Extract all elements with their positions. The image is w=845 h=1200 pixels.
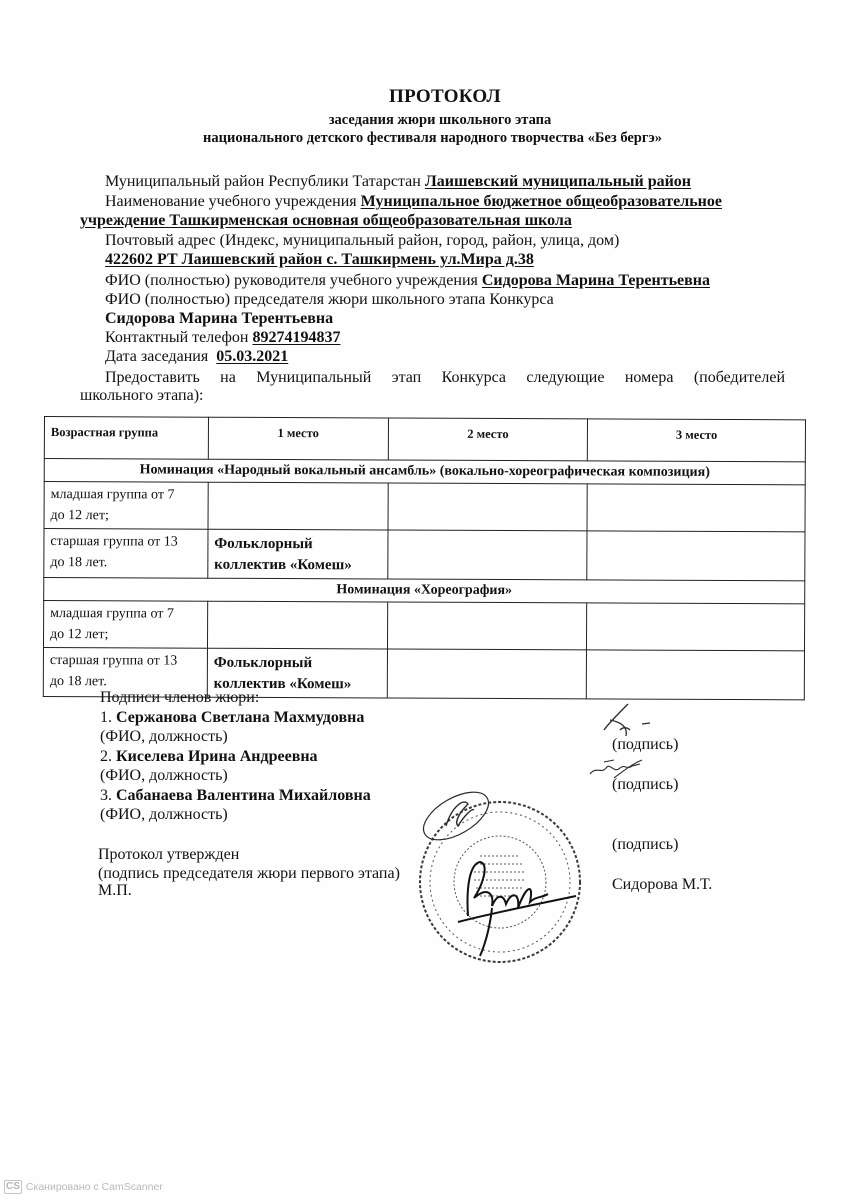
second-place-cell [387,649,587,699]
jury-member-3 [100,786,371,806]
age-group-cell [44,529,208,579]
district-label: Муниципальный район Республики Татарстан [105,173,421,190]
signature-label-3: (подпись) [612,836,679,853]
age-group-line-1: младшая группа от 7 [50,606,174,622]
second-place-cell [387,602,587,650]
member-number: 1. [100,709,112,726]
first-place-cell [208,529,388,579]
chair-label: ФИО (полностью) председателя жюри школьного этапа Конкурса [105,291,554,308]
address-field [105,250,534,269]
third-place-cell [587,484,805,532]
table-header-row [44,417,805,462]
member-caption: (ФИО, должность) [100,806,228,823]
institution-value-2: учреждение Ташкирменская основная общеобразовательная школа [80,212,572,229]
date-label: Дата заседания [105,348,209,365]
camscanner-logo-icon: CS [6,1181,20,1192]
chair-short-name: Сидорова М.Т. [612,876,713,893]
table-row [44,482,805,532]
winner-line-1: Фольклорный [213,654,313,672]
chair-value: Сидорова Марина Терентьевна [105,310,334,327]
member-number: 2. [100,748,112,765]
member-name: Сержанова Светлана Махмудовна [116,709,365,726]
age-group-line-2: до 12 лет; [50,627,109,643]
phone-field [105,328,340,347]
first-place-cell [207,601,387,649]
second-place-cell [387,530,587,580]
submit-text-2: школьного этапа): [80,387,204,404]
age-group-line-2: до 12 лет; [50,508,109,524]
signature-label-1: (подпись) [612,736,679,753]
jury-member-1 [100,708,364,728]
phone-value: 89274194837 [252,329,341,346]
nomination-row [44,578,805,604]
director-value: Сидорова Марина Терентьевна [481,272,710,289]
winner-line-1: Фольклорный [214,535,313,553]
nomination-row [44,459,805,485]
winner-line-2: коллектив «Комеш» [214,556,352,574]
header-third-place: 3 место [588,419,806,462]
header-second-place: 2 место [388,418,588,461]
table-row [43,601,804,651]
camscanner-watermark [4,1180,163,1194]
institution-field-cont [80,211,572,230]
age-group-cell [44,482,208,530]
document-title: ПРОТОКОЛ [389,86,501,107]
signature-label-2: (подпись) [612,776,679,793]
director-field [105,271,710,290]
age-group-line-1: старшая группа от 13 [49,653,178,669]
director-label: ФИО (полностью) руководителя учебного учреждения [105,272,478,289]
district-field [105,172,691,191]
document-subtitle-2: национального детского фестиваля народного творчества «Без бергэ» [203,130,662,146]
approved-caption: (подпись председателя жюри первого этапа) [98,865,400,882]
jury-signatures-heading: Подписи членов жюри: [100,689,260,706]
winner-line-2: коллектив «Комеш» [213,675,352,693]
address-value: 422602 РТ Лаишевский район с. Ташкирмень ул.Мира д.38 [105,251,534,268]
header-first-place: 1 место [208,417,388,460]
address-label: Почтовый адрес (Индекс, муниципальный район, город, район, улица, дом) [105,232,620,249]
phone-label: Контактный телефон [105,329,249,346]
member-caption: (ФИО, должность) [100,728,228,745]
age-group-line-2: до 18 лет. [50,555,108,571]
first-place-cell [208,482,388,530]
member-caption: (ФИО, должность) [100,767,228,784]
nomination-title: Номинация «Хореография» [44,578,805,604]
third-place-cell [587,603,805,651]
institution-label: Наименование учебного учреждения [105,193,357,210]
age-group-line-1: старшая группа от 13 [50,534,178,550]
member-name: Киселева Ирина Андреевна [116,748,318,765]
header-age-group: Возрастная группа [44,417,208,460]
protocol-approved: Протокол утвержден [98,846,240,863]
institution-value-1: Муниципальное бюджетное общеобразовательное [360,193,722,210]
second-place-cell [388,483,588,531]
member-number: 3. [100,787,112,804]
document-subtitle-1: заседания жюри школьного этапа [328,112,552,128]
age-group-line-2: до 18 лет. [49,674,107,690]
date-value: 05.03.2021 [216,348,289,365]
submit-text-1: Предоставить на Муниципальный этап Конкурса следующие номера (победителей [105,369,785,386]
age-group-cell [43,601,207,649]
district-value: Лаишевский муниципальный район [424,173,692,190]
camscanner-text: Сканировано с CamScanner [25,1181,163,1193]
member-name: Сабанаева Валентина Михайловна [116,787,371,804]
table-row [44,529,805,581]
institution-field [105,192,722,211]
date-field [105,347,288,366]
results-table [43,416,806,700]
handwritten-signature-2-icon [584,752,654,787]
age-group-line-1: младшая группа от 7 [50,487,175,503]
handwritten-signature-1-icon [598,700,658,745]
third-place-cell [587,650,805,700]
seal-label: М.П. [98,882,132,899]
nomination-title: Номинация «Народный вокальный ансамбль» (вокально-хореографическая композиция) [44,459,805,485]
jury-member-2 [100,747,318,767]
third-place-cell [587,531,805,581]
official-stamp-icon [408,786,588,966]
